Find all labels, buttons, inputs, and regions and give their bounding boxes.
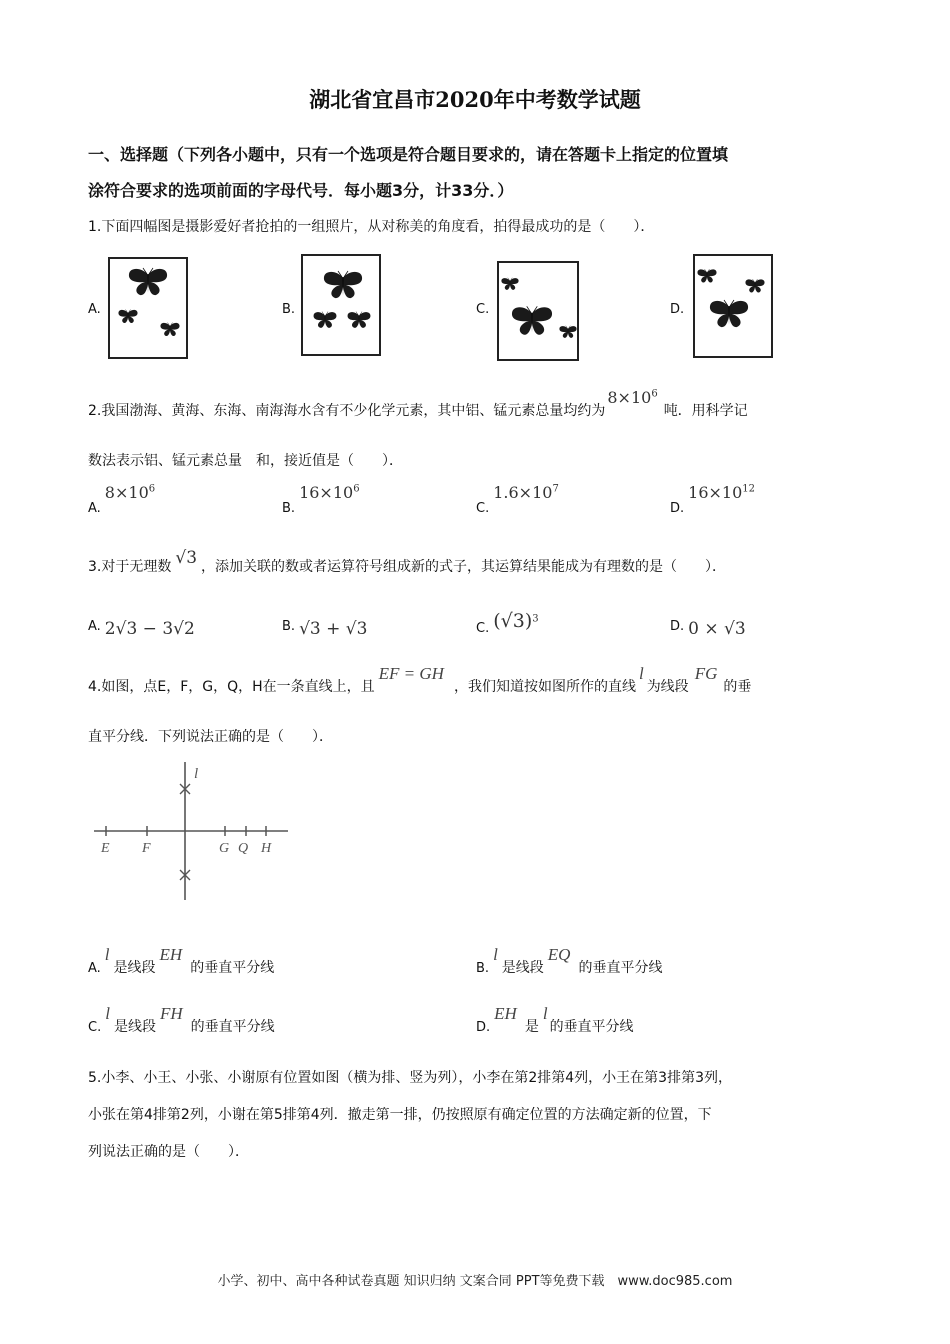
q3-radical: √3 [175, 548, 198, 568]
q4-figure-point-e: E [101, 841, 110, 856]
q2-text: 2.我国渤海、黄海、东海、南海海水含有不少化学元素，其中铝、锰元素总量均约为$8\times 10^6$吨．用科学记 [88, 388, 748, 419]
q1-option-b-label: B. [282, 302, 296, 317]
q4-figure-point-f: F [142, 841, 151, 856]
q1-option-a-photo [108, 257, 188, 359]
q4-text-line2: 直平分线．下列说法正确的是（ ）． [88, 729, 333, 745]
q2-option-b: $B.16\times 10^6$ [282, 483, 360, 516]
q1-text: 1.下面四幅图是摄影爱好者抢拍的一组照片，从对称美的角度看，拍得最成功的是（ ）． [88, 219, 655, 235]
q4-equation: EF = GH [378, 664, 444, 683]
butterfly-icon [709, 298, 749, 330]
q3-text: 3.对于无理数 √3 ，添加关联的数或者运算符号组成新的式子，其运算结果能成为有理数的是（ ）． [88, 548, 727, 575]
q2-option-c: $C.1.6\times 10^7$ [476, 483, 559, 516]
q1-option-d-photo [693, 254, 773, 358]
q1-option-c-label: C. [476, 302, 490, 317]
butterfly-icon [323, 270, 363, 300]
butterfly-icon [347, 311, 371, 329]
q3-option-a: A. 2√3 − 3√2 [88, 619, 195, 639]
page-title: 湖北省宜昌市2020年中考数学试题 [309, 87, 641, 112]
butterfly-icon [313, 311, 337, 329]
q1-option-d-label: D. [670, 302, 685, 317]
butterfly-icon [697, 268, 717, 284]
q4-figure-point-q: Q [238, 841, 249, 856]
butterfly-icon [128, 267, 168, 297]
q4-option-d: D.EH是l的垂直平分线 [476, 1004, 634, 1035]
section-heading-line1: 一、选择题（下列各小题中，只有一个选项是符合题目要求的，请在答题卡上指定的位置填 [88, 145, 729, 164]
q2-option-d: $D.16\times 10^{12}$ [670, 483, 756, 516]
q5-text-line1: 5.小李、小王、小张、小谢原有位置如图（横为排、竖为列），小李在第2排第4列，小王在第3排第3列， [88, 1070, 732, 1086]
q3-option-d: D. 0 × √3 [670, 619, 746, 639]
q4-option-a: A.l是线段EH的垂直平分线 [88, 945, 275, 976]
q1-option-a-label: A. [88, 302, 101, 317]
q4-figure [92, 758, 296, 904]
q2-text-line2: 数法表示铝、锰元素总量 和，接近值是（ ）． [88, 453, 403, 469]
q5-text-line2: 小张在第4排第2列，小谢在第5排第4列．撤走第一排，仍按照原有确定位置的方法确定新的位置，下 [88, 1107, 712, 1123]
butterfly-icon [559, 325, 577, 339]
butterfly-icon [160, 322, 180, 337]
q4-figure-point-g: G [219, 841, 230, 856]
q2-value: $8\times 10^6$ [607, 388, 658, 407]
q3-option-b: B. √3 + √3 [282, 619, 368, 639]
q4-figure-line-label: l [194, 766, 199, 782]
q4-text: 4.如图，点E，F，G，Q，H在一条直线上，且EF = GH，我们知道按如图所作的直线l为线段FG的垂 [88, 664, 752, 695]
page-footer: 小学、初中、高中各种试卷真题 知识归纳 文案合同 PPT等免费下载 www.doc985.com [217, 1274, 733, 1289]
butterfly-icon [511, 305, 553, 337]
q4-figure-point-h: H [261, 841, 272, 856]
q5-text-line3: 列说法正确的是（ ）． [88, 1144, 249, 1160]
q2-option-a: $A.8\times 10^6$ [88, 483, 156, 516]
butterfly-icon [118, 309, 138, 324]
butterfly-icon [501, 277, 519, 291]
q4-option-c: C.l是线段FH的垂直平分线 [88, 1004, 275, 1035]
q4-option-b: B.l是线段EQ的垂直平分线 [476, 945, 663, 976]
butterfly-icon [745, 278, 765, 294]
q1-option-c-photo [497, 261, 579, 361]
q1-option-b-photo [301, 254, 381, 356]
q3-option-c: C. $(√3)^3$ [476, 610, 539, 636]
section-heading-line2: 涂符合要求的选项前面的字母代号．每小题3分，计33分．） [88, 181, 514, 200]
